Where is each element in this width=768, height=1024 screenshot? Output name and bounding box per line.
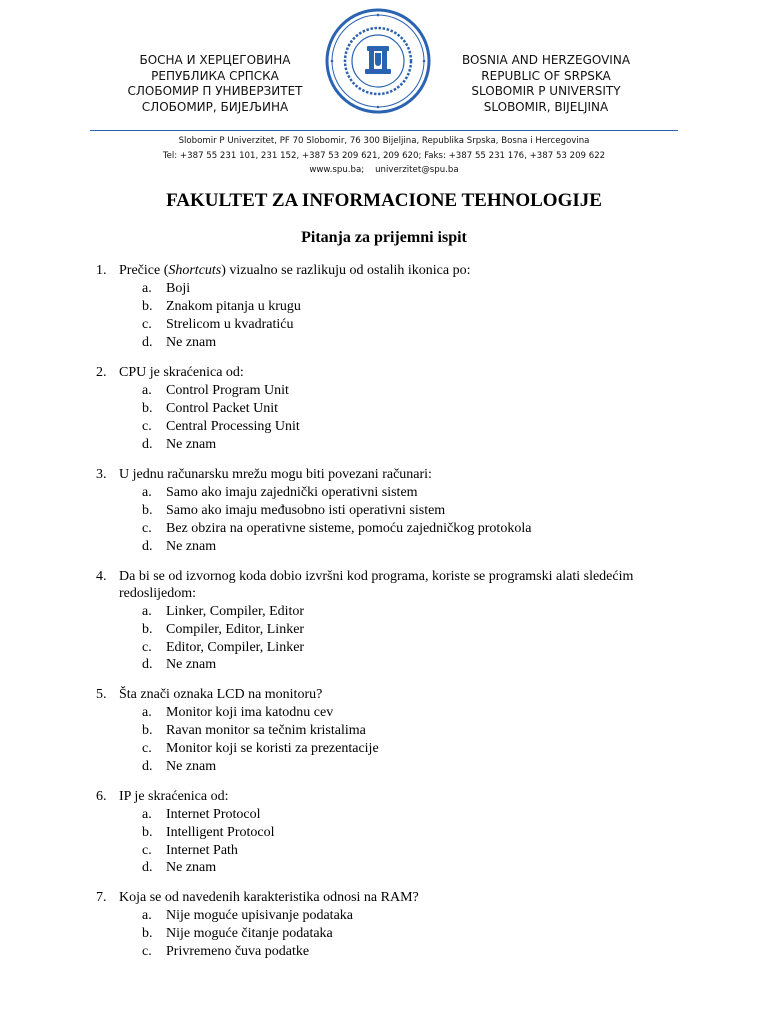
question-number: 3. bbox=[96, 467, 107, 482]
option-letter: c. bbox=[142, 521, 152, 536]
option-text: Control Packet Unit bbox=[166, 401, 278, 416]
option-letter: c. bbox=[142, 944, 152, 959]
option-letter: c. bbox=[142, 419, 152, 434]
question-number: 6. bbox=[96, 789, 107, 804]
option-text: Bez obzira na operativne sisteme, pomoću zajedničkog protokola bbox=[166, 521, 532, 536]
header-line: РЕПУБЛИКА СРПСКА bbox=[151, 68, 279, 83]
question-text: IP je skraćenica od: bbox=[119, 789, 229, 804]
option-text: Editor, Compiler, Linker bbox=[166, 640, 305, 655]
option-text: Internet Protocol bbox=[166, 807, 261, 822]
option-letter: b. bbox=[142, 503, 153, 518]
option-letter: b. bbox=[142, 926, 153, 941]
option-text: Control Program Unit bbox=[166, 383, 289, 398]
option-letter: d. bbox=[142, 860, 153, 875]
option-letter: a. bbox=[142, 281, 152, 296]
option-text: Ne znam bbox=[166, 759, 217, 774]
option-text: Boji bbox=[166, 281, 191, 296]
option-text: Ravan monitor sa tečnim kristalima bbox=[166, 723, 366, 738]
header-line: REPUBLIC OF SRPSKA bbox=[481, 68, 611, 83]
option-text: Nije moguće čitanje podataka bbox=[166, 926, 333, 941]
option-text: Intelligent Protocol bbox=[166, 825, 275, 840]
option-text: Monitor koji se koristi za prezentacije bbox=[166, 741, 379, 756]
question-number: 7. bbox=[96, 890, 107, 905]
header-line: SLOBOMIR P UNIVERSITY bbox=[471, 84, 621, 98]
option-letter: b. bbox=[142, 299, 153, 314]
question-number: 1. bbox=[96, 263, 107, 278]
option-letter: c. bbox=[142, 741, 152, 756]
header-line: СЛОБОМИР П УНИВЕРЗИТЕТ bbox=[127, 84, 303, 98]
option-text: Ne znam bbox=[166, 335, 217, 350]
email-link[interactable]: univerzitet@spu.ba bbox=[375, 165, 459, 175]
option-letter: d. bbox=[142, 657, 153, 672]
question-text: Da bi se od izvornog koda dobio izvršni kod programa, koriste se programski alati sledećim bbox=[119, 569, 634, 584]
option-letter: b. bbox=[142, 825, 153, 840]
option-text: Internet Path bbox=[166, 843, 238, 858]
header-line: СЛОБОМИР, БИЈЕЉИНА bbox=[141, 99, 289, 114]
option-letter: a. bbox=[142, 908, 152, 923]
option-letter: a. bbox=[142, 807, 152, 822]
option-text: Ne znam bbox=[166, 437, 217, 452]
option-letter: a. bbox=[142, 705, 152, 720]
option-text: Monitor koji ima katodnu cev bbox=[166, 705, 334, 720]
option-letter: a. bbox=[142, 604, 152, 619]
option-letter: c. bbox=[142, 640, 152, 655]
option-letter: d. bbox=[142, 539, 153, 554]
option-text: Central Processing Unit bbox=[166, 419, 300, 434]
page-subtitle: Pitanja za prijemni ispit bbox=[301, 229, 467, 246]
option-text: Samo ako imaju zajednički operativni sistem bbox=[166, 485, 418, 500]
question-number: 2. bbox=[96, 365, 107, 380]
website-link[interactable]: www.spu.ba; bbox=[309, 165, 365, 175]
option-letter: d. bbox=[142, 335, 153, 350]
option-letter: c. bbox=[142, 843, 152, 858]
page-title: FAKULTET ZA INFORMACIONE TEHNOLOGIJE bbox=[166, 190, 602, 211]
option-text: Nije moguće upisivanje podataka bbox=[166, 908, 353, 923]
question-text: CPU je skraćenica od: bbox=[119, 365, 244, 380]
option-letter: d. bbox=[142, 437, 153, 452]
option-letter: b. bbox=[142, 723, 153, 738]
option-letter: d. bbox=[142, 759, 153, 774]
header-line: БОСНА И ХЕРЦЕГОВИНА bbox=[139, 53, 291, 67]
option-text: Privremeno čuva podatke bbox=[166, 944, 310, 959]
question-text: Koja se od navedenih karakteristika odnosi na RAM? bbox=[119, 890, 419, 905]
contact-address: Slobomir P Univerzitet, PF 70 Slobomir, 76 300 Bijeljina, Republika Srpska, Bosna i Hercegovina bbox=[178, 136, 590, 146]
question-text-continued: redoslijedom: bbox=[119, 586, 196, 601]
option-text: Strelicom u kvadratiću bbox=[166, 317, 294, 332]
question-number: 4. bbox=[96, 569, 107, 584]
option-text: Ne znam bbox=[166, 860, 217, 875]
question-text: Šta znači oznaka LCD na monitoru? bbox=[119, 687, 323, 702]
option-text: Ne znam bbox=[166, 657, 217, 672]
option-letter: a. bbox=[142, 383, 152, 398]
option-text: Linker, Compiler, Editor bbox=[166, 604, 305, 619]
option-letter: b. bbox=[142, 401, 153, 416]
header-line: SLOBOMIR, BIJELJINA bbox=[483, 99, 609, 114]
option-letter: a. bbox=[142, 485, 152, 500]
option-text: Compiler, Editor, Linker bbox=[166, 622, 305, 637]
option-text: Znakom pitanja u krugu bbox=[166, 299, 301, 314]
question-text: Prečice (Shortcuts) vizualno se razlikuju od ostalih ikonica po: bbox=[119, 263, 471, 278]
option-letter: c. bbox=[142, 317, 152, 332]
header-line: BOSNIA AND HERZEGOVINA bbox=[461, 53, 631, 67]
option-text: Samo ako imaju međusobno isti operativni sistem bbox=[166, 503, 446, 518]
question-text: U jednu računarsku mrežu mogu biti povezani računari: bbox=[119, 467, 432, 482]
option-text: Ne znam bbox=[166, 539, 217, 554]
option-letter: b. bbox=[142, 622, 153, 637]
question-number: 5. bbox=[96, 687, 107, 702]
contact-phones: Tel: +387 55 231 101, 231 152, +387 53 209 621, 209 620; Faks: +387 55 231 176, +387 53 209 622 bbox=[162, 151, 606, 161]
